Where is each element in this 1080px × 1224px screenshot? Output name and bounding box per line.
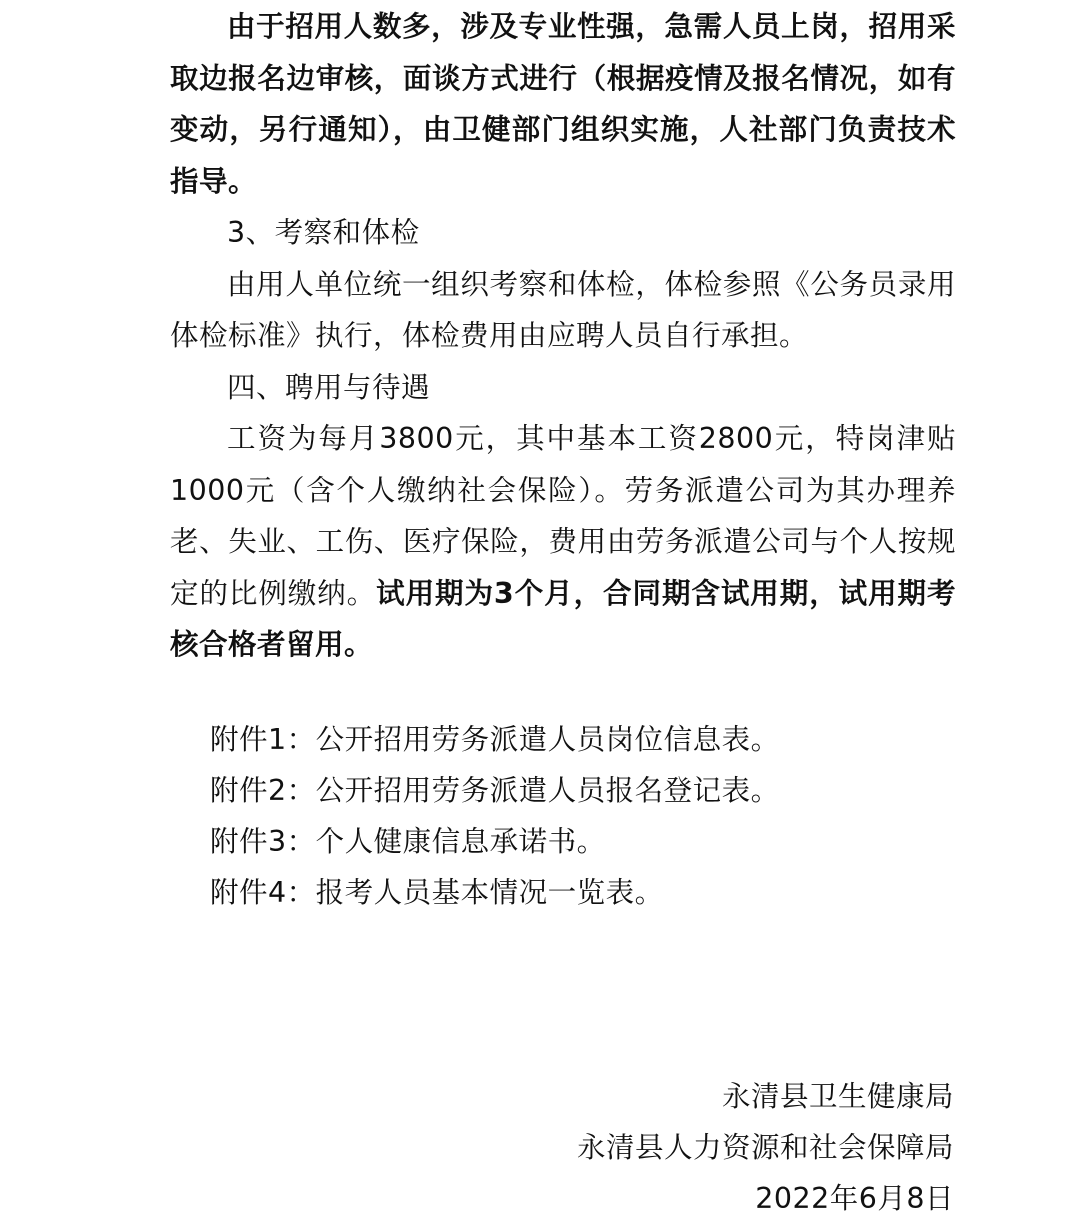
paragraph-employment-treatment [170,413,956,671]
paragraph-recruitment-method: 由于招用人数多，涉及专业性强，急需人员上岗，招用采取边报名边审核，面谈方式进行（根据疫情及报名情况，如有变动，另行通知），由卫健部门组织实施，人社部门负责技术指导。 [170,10,956,198]
section-heading-inspection-physical: 3、考察和体检 [227,216,420,249]
salary-insurance-text: 工资为每月3800元，其中基本工资2800元，特岗津贴1000元（含个人缴纳社会保险）。劳务派遣公司为其办理养老、失业、工伤、医疗保险，费用由劳务派遣公司与个人按规定的比例缴纳。 [170,422,956,610]
issuer-hr-social-security-bureau: 永清县人力资源和社会保障局 [576,1131,954,1164]
attachment-item [210,714,780,765]
attachment-title: 报考人员基本情况一览表。 [315,876,664,909]
attachment-label: 附件1： [210,723,316,756]
attachment-title: 个人健康信息承诺书。 [315,825,606,858]
signature-block [577,1071,954,1224]
attachment-title: 公开招用劳务派遣人员岗位信息表。 [315,723,780,756]
section-heading-employment-treatment: 四、聘用与待遇 [227,370,431,404]
paragraph-inspection-physical: 由用人单位统一组织考察和体检，体检参照《公务员录用体检标准》执行，体检费用由应聘人员自行承担。 [170,267,956,352]
issuer-health-bureau: 永清县卫生健康局 [721,1080,954,1113]
issue-date: 2022年6月8日 [755,1182,954,1215]
attachment-label: 附件4： [210,876,316,909]
attachment-item [210,765,780,816]
attachment-item [210,816,780,867]
probation-text: 试用期为3个月，合同期含试用期，试用期考核合格者留用。 [170,576,956,661]
attachments-list [210,714,780,918]
document-body [170,0,956,671]
attachment-label: 附件2： [210,774,316,807]
attachment-label: 附件3： [210,825,316,858]
attachment-title: 公开招用劳务派遣人员报名登记表。 [315,774,780,807]
attachment-item [210,867,780,918]
